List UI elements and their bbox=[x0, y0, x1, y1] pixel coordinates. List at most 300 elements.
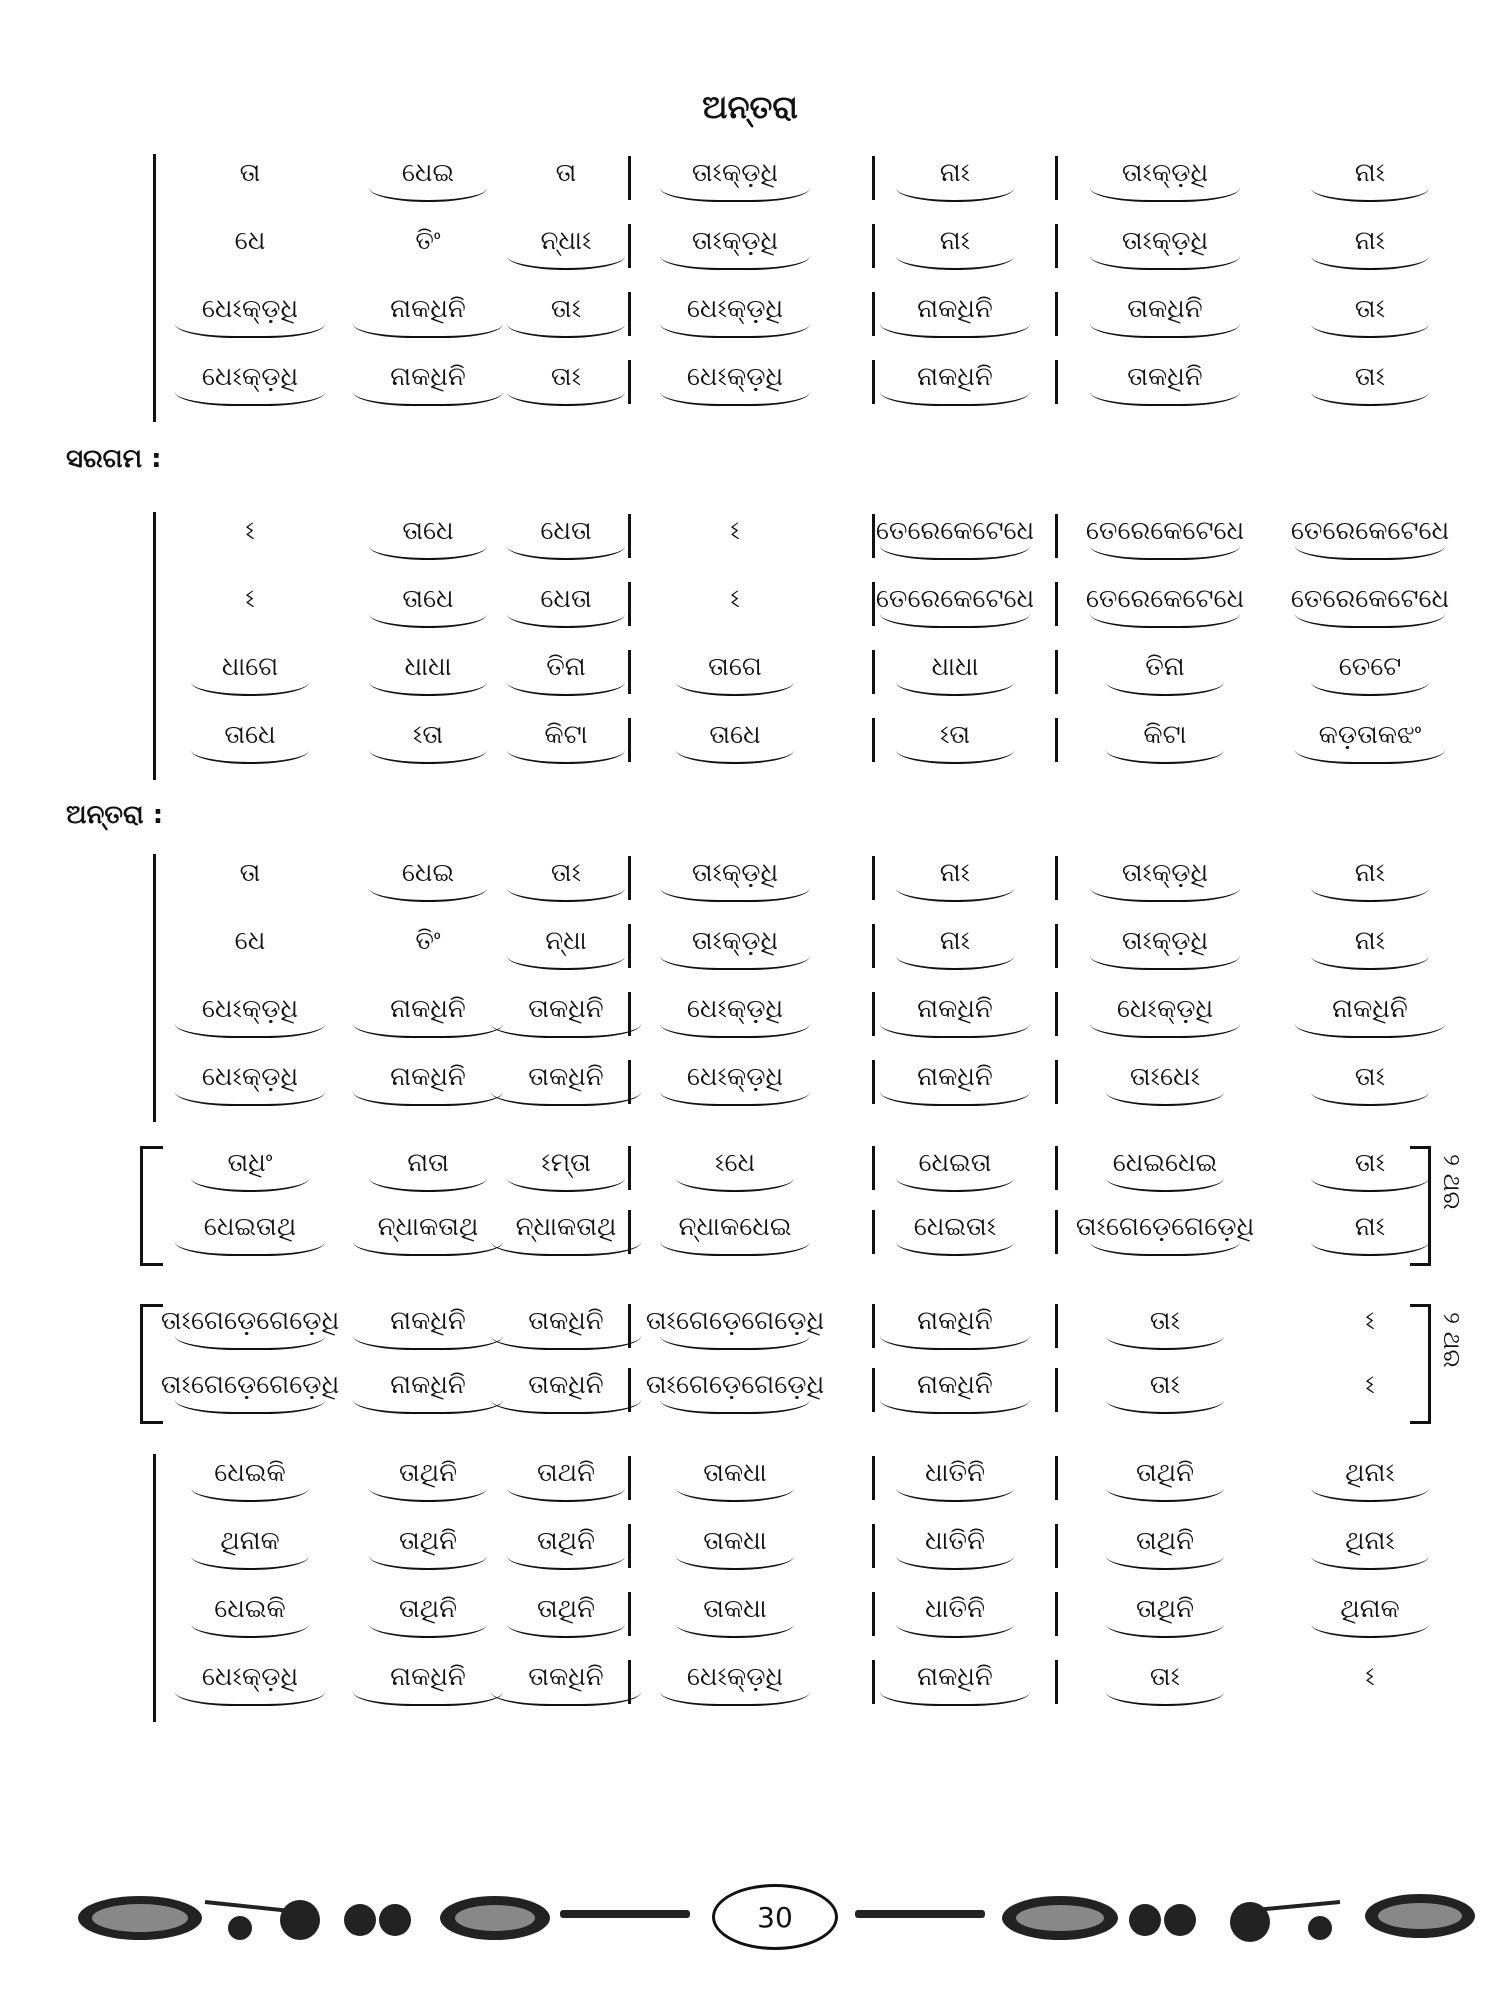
bol-text: ଧେଇକି bbox=[214, 1458, 286, 1488]
phrase-arc bbox=[1090, 954, 1240, 970]
bol-cell bbox=[481, 1060, 651, 1110]
bol-cell bbox=[870, 1456, 1040, 1506]
bol-text: ଧାଗେ bbox=[221, 652, 279, 682]
bol-text: ଧେଽକ୍ଡ଼ଧି bbox=[686, 294, 784, 324]
phrase-arc bbox=[896, 680, 1014, 696]
bol-text: ତାକଧିନି bbox=[528, 1306, 604, 1336]
phrase-arc bbox=[660, 1240, 810, 1256]
bol-cell bbox=[165, 1660, 335, 1710]
phrase-arc bbox=[507, 680, 625, 696]
section-barline bbox=[153, 512, 156, 780]
phrase-arc bbox=[369, 1486, 487, 1502]
phrase-arc bbox=[660, 322, 810, 338]
phrase-arc bbox=[175, 1334, 325, 1350]
beat-separator bbox=[1055, 360, 1058, 404]
phrase-arc bbox=[676, 680, 794, 696]
bol-cell bbox=[1080, 1456, 1250, 1506]
bol-text: ତାଥିନି bbox=[398, 1526, 458, 1556]
phrase-arc bbox=[507, 390, 625, 406]
bol-cell bbox=[481, 224, 651, 274]
phrase-arc bbox=[880, 1334, 1030, 1350]
phrase-arc bbox=[880, 390, 1030, 406]
phrase-arc bbox=[1311, 1334, 1429, 1350]
phrase-arc bbox=[896, 1240, 1014, 1256]
bol-text: ତାଥିନି bbox=[536, 1594, 596, 1624]
beat-separator bbox=[1055, 156, 1058, 200]
bol-text: ଧେଽକ୍ଡ଼ଧି bbox=[201, 1662, 299, 1692]
bol-cell bbox=[481, 718, 651, 768]
phrase-arc bbox=[660, 954, 810, 970]
phrase-arc bbox=[1311, 954, 1429, 970]
bol-text: ତାଽ bbox=[550, 858, 582, 888]
beat-separator bbox=[1055, 514, 1058, 558]
bol-cell bbox=[1285, 1592, 1455, 1642]
bol-text: ତାକଧା bbox=[703, 1526, 767, 1556]
bol-cell bbox=[870, 718, 1040, 768]
bol-text: ନାକଧିନି bbox=[390, 994, 466, 1024]
bol-text: ତାଥନି bbox=[536, 1458, 596, 1488]
bol-cell bbox=[165, 1060, 335, 1110]
bol-text: ତାଽ bbox=[550, 294, 582, 324]
repeat-bracket-left bbox=[140, 1304, 163, 1424]
bol-text: ଧେଇତାଽ bbox=[913, 1212, 997, 1242]
bol-text: ତାକଧିନି bbox=[1127, 294, 1203, 324]
section-label: ସରଗମ : bbox=[66, 444, 162, 474]
phrase-arc bbox=[1311, 390, 1429, 406]
bol-cell bbox=[481, 856, 651, 906]
bol-text: ନାଽ bbox=[1354, 158, 1386, 188]
bol-text: ଧାତିନି bbox=[925, 1458, 985, 1488]
beat-separator bbox=[1055, 1060, 1058, 1104]
bol-text: କିଟା bbox=[1143, 720, 1187, 750]
phrase-arc bbox=[896, 1622, 1014, 1638]
phrase-arc bbox=[1106, 1398, 1224, 1414]
bol-text: ତାଽଗେଡ଼େଗେଡ଼େଧି bbox=[645, 1370, 825, 1400]
phrase-arc bbox=[369, 748, 487, 764]
phrase-arc bbox=[880, 612, 1030, 628]
phrase-arc bbox=[896, 886, 1014, 902]
bol-cell bbox=[165, 582, 335, 632]
bol-text: ତା bbox=[239, 858, 261, 888]
bol-text: ଧେଇକି bbox=[214, 1594, 286, 1624]
bol-cell bbox=[1285, 1210, 1455, 1260]
phrase-arc bbox=[1090, 544, 1240, 560]
bol-cell bbox=[1080, 718, 1250, 768]
phrase-arc bbox=[676, 1622, 794, 1638]
bol-text: ନାଽ bbox=[939, 158, 971, 188]
bol-text: ତାଽ bbox=[550, 362, 582, 392]
bol-cell bbox=[160, 1368, 340, 1418]
phrase-arc bbox=[676, 612, 794, 628]
phrase-arc bbox=[660, 1022, 810, 1038]
bol-cell bbox=[481, 1146, 651, 1196]
bol-text: ଽ bbox=[245, 584, 255, 614]
phrase-arc bbox=[507, 1554, 625, 1570]
bol-text: ନ୍ଧାକତାଥି bbox=[515, 1212, 617, 1242]
phrase-arc bbox=[507, 186, 625, 202]
phrase-arc bbox=[191, 886, 309, 902]
bol-cell bbox=[1080, 360, 1250, 410]
phrase-arc bbox=[191, 612, 309, 628]
bol-text: ତାଽ bbox=[1149, 1662, 1181, 1692]
bol-text: ତାଥିନି bbox=[1135, 1526, 1195, 1556]
bol-cell bbox=[870, 1210, 1040, 1260]
bol-cell bbox=[870, 1304, 1040, 1354]
beat-separator bbox=[1055, 650, 1058, 694]
bol-cell bbox=[650, 1524, 820, 1574]
bol-text: ତାଽକ୍ଡ଼ଧି bbox=[1121, 926, 1209, 956]
bol-cell bbox=[870, 156, 1040, 206]
bol-text: କଡ଼ତାକଝଂ bbox=[1318, 720, 1422, 750]
section-barline bbox=[153, 1454, 156, 1722]
phrase-arc bbox=[191, 1554, 309, 1570]
bol-text: ଧେଽକ୍ଡ଼ଧି bbox=[201, 1062, 299, 1092]
bol-cell bbox=[1080, 292, 1250, 342]
bol-cell bbox=[1080, 1524, 1250, 1574]
phrase-arc bbox=[1311, 1090, 1429, 1106]
bol-text: ନାକଧିନି bbox=[917, 1306, 993, 1336]
bol-cell bbox=[650, 718, 820, 768]
bol-cell bbox=[481, 1304, 651, 1354]
bol-cell bbox=[650, 924, 820, 974]
bol-text: ନାକଧିନି bbox=[917, 362, 993, 392]
bol-cell bbox=[481, 1456, 651, 1506]
bol-text: ତାଽ bbox=[1354, 1148, 1386, 1178]
bol-text: ତାଧେ bbox=[709, 720, 761, 750]
phrase-arc bbox=[175, 390, 325, 406]
phrase-arc bbox=[676, 1176, 794, 1192]
bol-text: ତେରେକେଟେଧେ bbox=[1085, 584, 1245, 614]
bol-text: ତିଂ bbox=[415, 226, 441, 256]
bol-cell bbox=[1285, 1524, 1455, 1574]
beat-separator bbox=[1055, 924, 1058, 968]
phrase-arc bbox=[507, 1176, 625, 1192]
bol-cell bbox=[165, 1524, 335, 1574]
bol-cell bbox=[1285, 650, 1455, 700]
beat-separator bbox=[1055, 856, 1058, 900]
bol-text: ନାକଧିନି bbox=[917, 994, 993, 1024]
phrase-arc bbox=[660, 390, 810, 406]
bol-cell bbox=[1080, 514, 1250, 564]
phrase-arc bbox=[660, 1090, 810, 1106]
bol-cell bbox=[1285, 1368, 1455, 1418]
phrase-arc bbox=[191, 1622, 309, 1638]
bol-cell bbox=[1285, 224, 1455, 274]
bol-text: ନାଽ bbox=[1354, 226, 1386, 256]
phrase-arc bbox=[507, 886, 625, 902]
bol-cell bbox=[650, 1210, 820, 1260]
beat-separator bbox=[1055, 292, 1058, 336]
phrase-arc bbox=[880, 1690, 1030, 1706]
phrase-arc bbox=[880, 322, 1030, 338]
bol-cell bbox=[1285, 1660, 1455, 1710]
bol-cell bbox=[481, 650, 651, 700]
bol-text: ଧେତା bbox=[540, 584, 592, 614]
bol-text: ଥିନାଽ bbox=[1345, 1526, 1395, 1556]
bol-cell bbox=[165, 360, 335, 410]
bol-text: ତାକଧା bbox=[703, 1594, 767, 1624]
bol-text: ତାଽଗେଡ଼େଗେଡ଼େଧି bbox=[160, 1370, 340, 1400]
bol-cell bbox=[650, 1456, 820, 1506]
bol-cell bbox=[481, 156, 651, 206]
bol-cell bbox=[870, 992, 1040, 1042]
phrase-arc bbox=[660, 254, 810, 270]
bol-cell bbox=[1285, 156, 1455, 206]
bol-cell bbox=[165, 924, 335, 974]
phrase-arc bbox=[191, 1176, 309, 1192]
bol-text: ତାଽଗେଡ଼େଗେଡ଼େଧି bbox=[1075, 1212, 1255, 1242]
bol-cell bbox=[165, 1456, 335, 1506]
bol-text: ତାଥିନି bbox=[536, 1526, 596, 1556]
bol-text: ତାଽ bbox=[1354, 1062, 1386, 1092]
bol-text: ନାଽ bbox=[939, 226, 971, 256]
bol-text: ଽଧେ bbox=[714, 1148, 756, 1178]
bol-cell bbox=[870, 1592, 1040, 1642]
bol-text: ନ୍ଧାକଧେଇ bbox=[678, 1212, 792, 1242]
bol-cell bbox=[1285, 360, 1455, 410]
bol-cell bbox=[481, 1368, 651, 1418]
beat-separator bbox=[1055, 1210, 1058, 1254]
phrase-arc bbox=[191, 544, 309, 560]
phrase-arc bbox=[491, 1240, 641, 1256]
bol-text: ତେଟେ bbox=[1338, 652, 1402, 682]
bol-text: ତାଥିନି bbox=[1135, 1458, 1195, 1488]
bol-cell bbox=[165, 514, 335, 564]
bol-cell bbox=[1080, 224, 1250, 274]
bol-cell bbox=[650, 156, 820, 206]
bol-cell bbox=[1285, 514, 1455, 564]
phrase-arc bbox=[369, 1176, 487, 1192]
phrase-arc bbox=[507, 954, 625, 970]
bol-cell bbox=[1285, 856, 1455, 906]
phrase-arc bbox=[676, 1486, 794, 1502]
phrase-arc bbox=[491, 1398, 641, 1414]
bol-text: ତାଥିନି bbox=[398, 1594, 458, 1624]
page-number: 30 bbox=[712, 1884, 838, 1950]
bol-cell bbox=[870, 360, 1040, 410]
bol-text: ନାତା bbox=[407, 1148, 449, 1178]
phrase-arc bbox=[676, 748, 794, 764]
phrase-arc bbox=[175, 1398, 325, 1414]
bol-cell bbox=[1080, 1060, 1250, 1110]
beat-separator bbox=[1055, 1304, 1058, 1348]
bol-text: ଧେଇତା bbox=[918, 1148, 992, 1178]
phrase-arc bbox=[1295, 1022, 1445, 1038]
phrase-arc bbox=[369, 544, 487, 560]
bol-text: ତାଧେ bbox=[402, 516, 454, 546]
phrase-arc bbox=[369, 1554, 487, 1570]
bol-cell bbox=[1080, 1304, 1250, 1354]
phrase-arc bbox=[369, 886, 487, 902]
phrase-arc bbox=[1106, 1486, 1224, 1502]
phrase-arc bbox=[1090, 1022, 1240, 1038]
bol-text: ତିନା bbox=[546, 652, 586, 682]
phrase-arc bbox=[1311, 322, 1429, 338]
bol-cell bbox=[650, 292, 820, 342]
bol-cell bbox=[1080, 856, 1250, 906]
phrase-arc bbox=[1106, 1554, 1224, 1570]
bol-text: ଧାଧା bbox=[404, 652, 452, 682]
phrase-arc bbox=[369, 680, 487, 696]
bol-text: ତାଥିନି bbox=[1135, 1594, 1195, 1624]
bol-text: ଽ bbox=[1365, 1370, 1375, 1400]
phrase-arc bbox=[660, 1398, 810, 1414]
bol-cell bbox=[1080, 1368, 1250, 1418]
beat-separator bbox=[1055, 224, 1058, 268]
bol-text: ନାଽ bbox=[939, 926, 971, 956]
bol-text: ଽ bbox=[1365, 1306, 1375, 1336]
bol-text: ନାକଧିନି bbox=[390, 1306, 466, 1336]
beat-separator bbox=[1055, 1524, 1058, 1568]
phrase-arc bbox=[175, 1690, 325, 1706]
phrase-arc bbox=[1090, 612, 1240, 628]
bol-text: ନାଽ bbox=[1354, 926, 1386, 956]
bol-text: ତାଽକ୍ଡ଼ଧି bbox=[691, 158, 779, 188]
bol-cell bbox=[870, 1368, 1040, 1418]
phrase-arc bbox=[1106, 1622, 1224, 1638]
bol-text: ତାଽ bbox=[1149, 1370, 1181, 1400]
phrase-arc bbox=[1106, 1690, 1224, 1706]
bol-text: ଧେଽକ୍ଡ଼ଧି bbox=[201, 362, 299, 392]
phrase-arc bbox=[507, 748, 625, 764]
phrase-arc bbox=[1090, 390, 1240, 406]
bol-text: ତାଽକ୍ଡ଼ଧି bbox=[691, 226, 779, 256]
phrase-arc bbox=[507, 254, 625, 270]
bol-text: ତେରେକେଟେଧେ bbox=[1290, 516, 1450, 546]
bol-cell bbox=[481, 924, 651, 974]
bol-text: ନ୍ଧାଽ bbox=[540, 226, 592, 256]
phrase-arc bbox=[660, 186, 810, 202]
bol-text: ତାକଧିନି bbox=[528, 1062, 604, 1092]
phrase-arc bbox=[896, 1486, 1014, 1502]
bol-cell bbox=[650, 1660, 820, 1710]
bol-text: ତାଗେ bbox=[708, 652, 762, 682]
bol-text: ତାଽ bbox=[1354, 294, 1386, 324]
bol-text: ଽ bbox=[730, 584, 740, 614]
bol-text: ନାକଧିନି bbox=[917, 1062, 993, 1092]
bol-cell bbox=[1285, 1060, 1455, 1110]
bol-cell bbox=[870, 292, 1040, 342]
phrase-arc bbox=[191, 186, 309, 202]
bol-text: ଧେ bbox=[234, 926, 266, 956]
bol-text: ଧେଇଧେଇ bbox=[1112, 1148, 1218, 1178]
bol-cell bbox=[650, 360, 820, 410]
bol-cell bbox=[1080, 650, 1250, 700]
bol-text: ନାକଧିନି bbox=[390, 362, 466, 392]
bol-text: ନାକଧିନି bbox=[917, 294, 993, 324]
phrase-arc bbox=[1311, 680, 1429, 696]
bol-text: ଥିନାଽ bbox=[1345, 1458, 1395, 1488]
bol-cell bbox=[650, 1592, 820, 1642]
bol-text: ଧେଇ bbox=[401, 858, 455, 888]
phrase-arc bbox=[175, 1240, 325, 1256]
bol-text: ତେରେକେଟେଧେ bbox=[875, 584, 1035, 614]
phrase-arc bbox=[660, 1690, 810, 1706]
phrase-arc bbox=[1311, 1176, 1429, 1192]
phrase-arc bbox=[896, 1176, 1014, 1192]
bol-text: ନାକଧିନି bbox=[390, 1062, 466, 1092]
phrase-arc bbox=[175, 1022, 325, 1038]
bol-cell bbox=[1285, 582, 1455, 632]
phrase-arc bbox=[880, 1090, 1030, 1106]
bol-text: ତାକଧା bbox=[703, 1458, 767, 1488]
bol-text: କିଟା bbox=[544, 720, 588, 750]
bol-cell bbox=[1285, 1456, 1455, 1506]
phrase-arc bbox=[175, 322, 325, 338]
bol-text: ତାଽକ୍ଡ଼ଧି bbox=[691, 926, 779, 956]
phrase-arc bbox=[1090, 254, 1240, 270]
bol-cell bbox=[481, 1524, 651, 1574]
bol-text: ତାଽକ୍ଡ଼ଧି bbox=[1121, 158, 1209, 188]
phrase-arc bbox=[676, 1554, 794, 1570]
bol-text: ତାଽକ୍ଡ଼ଧି bbox=[1121, 858, 1209, 888]
bol-text: ତାଽ bbox=[1354, 362, 1386, 392]
bol-text: ଧେଽକ୍ଡ଼ଧି bbox=[1116, 994, 1214, 1024]
bol-text: ଧେଇ bbox=[401, 158, 455, 188]
bol-cell bbox=[870, 924, 1040, 974]
bol-cell bbox=[870, 1060, 1040, 1110]
phrase-arc bbox=[1090, 322, 1240, 338]
bol-text: ଥିନାକ bbox=[220, 1526, 280, 1556]
bol-text: ତାଥିନି bbox=[398, 1458, 458, 1488]
beat-separator bbox=[1055, 992, 1058, 1036]
bol-text: ଧେତା bbox=[540, 516, 592, 546]
bol-cell bbox=[1285, 1304, 1455, 1354]
phrase-arc bbox=[1295, 748, 1445, 764]
section-barline bbox=[153, 854, 156, 1122]
bol-text: ଥିନାକ bbox=[1340, 1594, 1400, 1624]
bol-cell bbox=[481, 1592, 651, 1642]
phrase-arc bbox=[1295, 612, 1445, 628]
phrase-arc bbox=[491, 1690, 641, 1706]
phrase-arc bbox=[507, 1622, 625, 1638]
phrase-arc bbox=[1106, 1090, 1224, 1106]
phrase-arc bbox=[896, 186, 1014, 202]
phrase-arc bbox=[880, 1022, 1030, 1038]
phrase-arc bbox=[1295, 544, 1445, 560]
repeat-count-label: ୨ ଥର bbox=[1438, 1154, 1466, 1210]
phrase-arc bbox=[896, 1554, 1014, 1570]
bol-cell bbox=[645, 1368, 825, 1418]
phrase-arc bbox=[191, 1486, 309, 1502]
phrase-arc bbox=[1106, 1334, 1224, 1350]
bol-cell bbox=[165, 856, 335, 906]
bol-cell bbox=[481, 992, 651, 1042]
bol-cell bbox=[481, 1210, 651, 1260]
phrase-arc bbox=[191, 748, 309, 764]
bol-cell bbox=[650, 582, 820, 632]
phrase-arc bbox=[676, 544, 794, 560]
section-label: ଅନ୍ତରା : bbox=[66, 800, 164, 830]
bol-cell bbox=[1080, 1592, 1250, 1642]
phrase-arc bbox=[1311, 254, 1429, 270]
phrase-arc bbox=[175, 1090, 325, 1106]
bol-cell bbox=[1285, 718, 1455, 768]
bol-text: ତାଽ bbox=[1149, 1306, 1181, 1336]
phrase-arc bbox=[1106, 1176, 1224, 1192]
bol-cell bbox=[650, 514, 820, 564]
phrase-arc bbox=[191, 680, 309, 696]
bol-cell bbox=[165, 1210, 335, 1260]
bol-cell bbox=[870, 856, 1040, 906]
phrase-arc bbox=[491, 1334, 641, 1350]
bol-text: ଧେଽକ୍ଡ଼ଧି bbox=[686, 1062, 784, 1092]
bol-text: ତାକଧିନି bbox=[528, 1370, 604, 1400]
bol-cell bbox=[645, 1304, 825, 1354]
beat-separator bbox=[1055, 1368, 1058, 1412]
phrase-arc bbox=[1311, 1240, 1429, 1256]
bol-text: ତାଽଗେଡ଼େଗେଡ଼େଧି bbox=[645, 1306, 825, 1336]
